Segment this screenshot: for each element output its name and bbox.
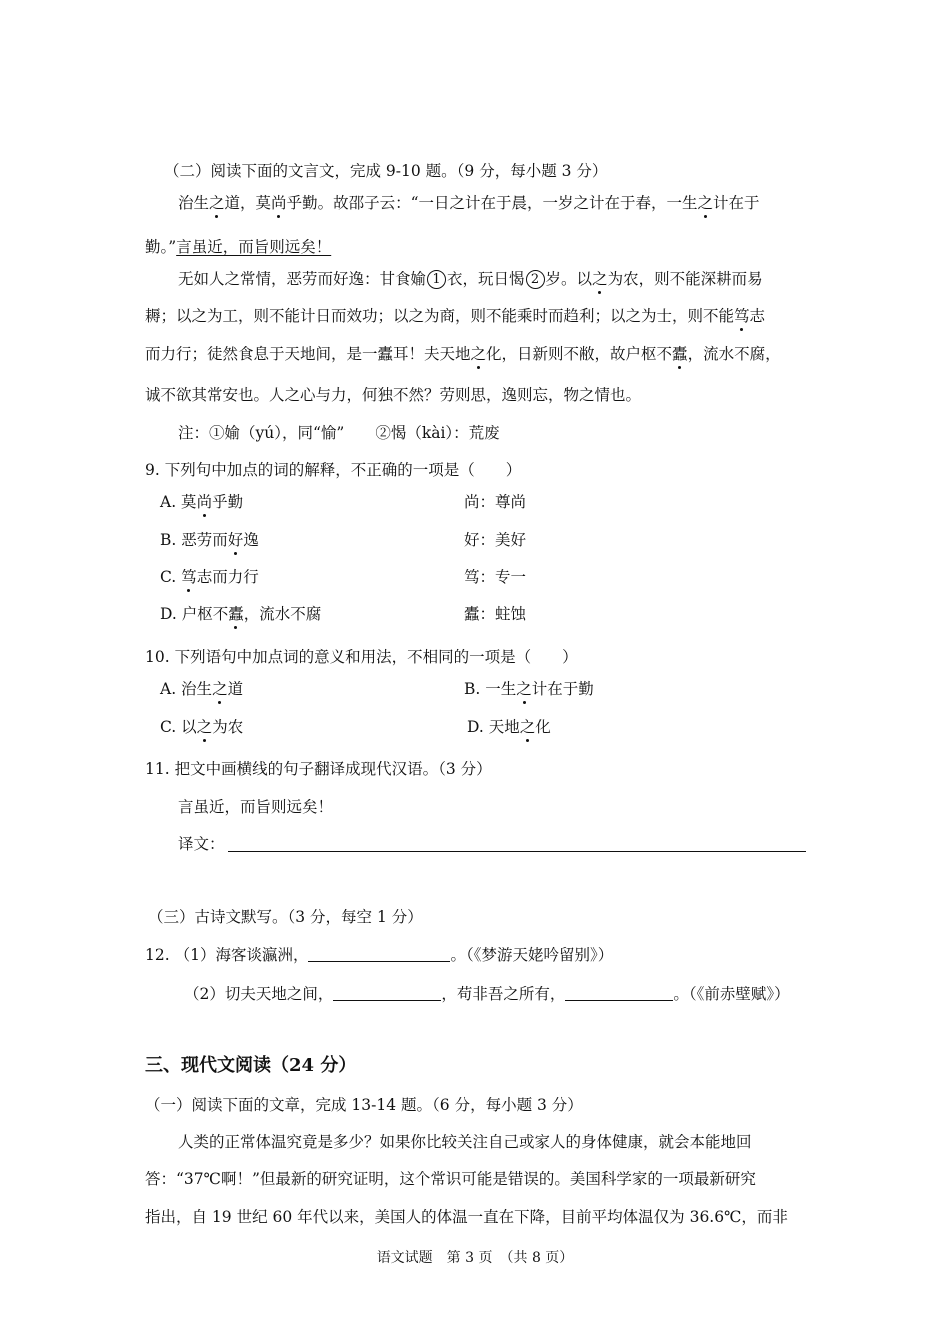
text: ，苟非吾之所有， (441, 985, 566, 1003)
text: 为农 (212, 718, 244, 736)
dotted-char: 之 (516, 680, 532, 698)
text: 道 (227, 680, 244, 698)
question-10-option-c (160, 716, 243, 738)
question-11-sentence: 言虽近，而旨则远矣！ (178, 798, 334, 816)
footnote-marker: 1 (427, 270, 446, 289)
text: 化 (535, 718, 551, 736)
text: 为农，则不能深耕而易 (607, 270, 763, 288)
dotted-char: 好 (227, 531, 244, 549)
text: 计在于 (713, 194, 760, 212)
passage-line: 诚不欲其常安也。人之心与力，何独不然？劳则思，逸则忘，物之情也。 (145, 386, 642, 404)
text: 乎勤。故邵子云：“一日之计在于晨，一岁之计在于春，一生 (286, 194, 698, 212)
section-header-modern: （一）阅读下面的文章，完成 13-14 题。（6 分，每小题 3 分） (145, 1096, 583, 1114)
fill-in-blank[interactable] (333, 984, 441, 1001)
text: C. 以 (160, 718, 197, 736)
text: 勤。” (145, 238, 177, 256)
question-9-option-a (160, 491, 243, 513)
text: ，流水不腐， (687, 345, 781, 363)
passage-line: 人类的正常体温究竟是多少？如果你比较关注自己或家人的身体健康，就会本能地回 (178, 1133, 752, 1151)
passage-line (145, 236, 331, 258)
question-11-answer-label: 译文： (178, 835, 225, 853)
text: 衣，玩日愒 (447, 270, 525, 288)
underlined-sentence: 言虽近，而旨则远矣！ (176, 238, 332, 256)
text: 志 (749, 307, 766, 325)
passage-note: 注：①媮（yú），同“愉” ②愒（kài）：荒废 (178, 424, 500, 442)
text: 。（《梦游天姥吟留别》） (450, 946, 614, 964)
text: A. 莫 (160, 493, 197, 511)
question-9-gloss-b: 好：美好 (464, 531, 527, 549)
dotted-char: 尚 (196, 493, 213, 511)
section-title-modern-reading: 三、现代文阅读（24 分） (145, 1055, 357, 1076)
text: D. 户枢不 (160, 605, 229, 623)
footnote-marker: 2 (526, 270, 545, 289)
translation-answer-line[interactable] (228, 851, 806, 852)
dotted-char: 之 (196, 718, 213, 736)
question-9-option-d (160, 603, 321, 625)
question-9-gloss-a: 尚：尊尚 (464, 493, 527, 511)
section-header-recitation: （三）古诗文默写。（3 分，每空 1 分） (148, 908, 423, 926)
question-10-option-b (464, 678, 594, 700)
text: A. 治生 (160, 680, 213, 698)
text: 逸 (243, 531, 259, 549)
text: B. 一生 (464, 680, 517, 698)
dotted-char: 笃 (181, 568, 197, 586)
dotted-char: 之 (592, 270, 608, 288)
text: D. 天地 (467, 718, 520, 736)
fill-in-blank[interactable] (565, 984, 673, 1001)
fill-in-blank[interactable] (308, 945, 450, 962)
dotted-char: 之 (470, 345, 487, 363)
text: 计在于勤 (531, 680, 594, 698)
text: 岁。以 (545, 270, 593, 288)
question-9-gloss-c: 笃：专一 (464, 568, 527, 586)
text: 。（《前赤壁赋》） (673, 985, 790, 1003)
section-header-classical: （二）阅读下面的文言文，完成 9-10 题。（9 分，每小题 3 分） (164, 162, 608, 180)
dotted-char: 之 (212, 680, 228, 698)
text: 道，莫 (224, 194, 272, 212)
question-12-line-2 (184, 983, 790, 1005)
question-9-option-c (160, 566, 259, 588)
text: C. (160, 568, 182, 586)
dotted-char: 尚 (271, 194, 287, 212)
text: 无如人之常情，恶劳而好逸：甘食媮 (178, 270, 427, 288)
passage-line (145, 343, 781, 365)
passage-line: 指出，自 19 世纪 60 年代以来，美国人的体温一直在下降，目前平均体温仅为 36.6℃，而非 (145, 1208, 788, 1226)
text: 12. （1）海客谈瀛洲， (145, 946, 309, 964)
text: B. 恶劳而 (160, 531, 228, 549)
text: 耨；以之为工，则不能计日而效功；以之为商，则不能乘时而趋利；以之为士，则不能 (145, 307, 735, 325)
dotted-char: 蠹 (672, 345, 688, 363)
passage-line (145, 305, 765, 327)
question-10-stem: 10. 下列语句中加点词的意义和用法，不相同的一项是（ ） (145, 648, 578, 666)
question-10-option-d (467, 716, 551, 738)
passage-line (178, 192, 760, 214)
question-9-stem: 9. 下列句中加点的词的解释，不正确的一项是（ ） (145, 461, 522, 479)
question-10-option-a (160, 678, 243, 700)
text: 治生 (178, 194, 210, 212)
question-12-line-1 (145, 944, 613, 966)
passage-line (178, 268, 763, 290)
text: 乎勤 (212, 493, 244, 511)
text: 化，日新则不敝，故户枢不 (486, 345, 673, 363)
text: 而力行；徒然食息于天地间，是一蠹耳！夫天地 (145, 345, 471, 363)
dotted-char: 笃 (734, 307, 750, 325)
text: 志而力行 (196, 568, 259, 586)
question-11-stem: 11. 把文中画横线的句子翻译成现代汉语。（3 分） (145, 760, 492, 778)
passage-line: 答：“37℃啊！”但最新的研究证明，这个常识可能是错误的。美国科学家的一项最新研究 (145, 1170, 756, 1188)
dotted-char: 之 (697, 194, 714, 212)
dotted-char: 蠹 (228, 605, 244, 623)
text: ，流水不腐 (243, 605, 322, 623)
dotted-char: 之 (519, 718, 536, 736)
question-9-gloss-d: 蠹：蛀蚀 (464, 605, 527, 623)
question-9-option-b (160, 529, 259, 551)
page-footer: 语文试题 第 3 页 （共 8 页） (376, 1250, 574, 1266)
text: （2）切夫天地之间， (184, 985, 334, 1003)
dotted-char: 之 (209, 194, 225, 212)
